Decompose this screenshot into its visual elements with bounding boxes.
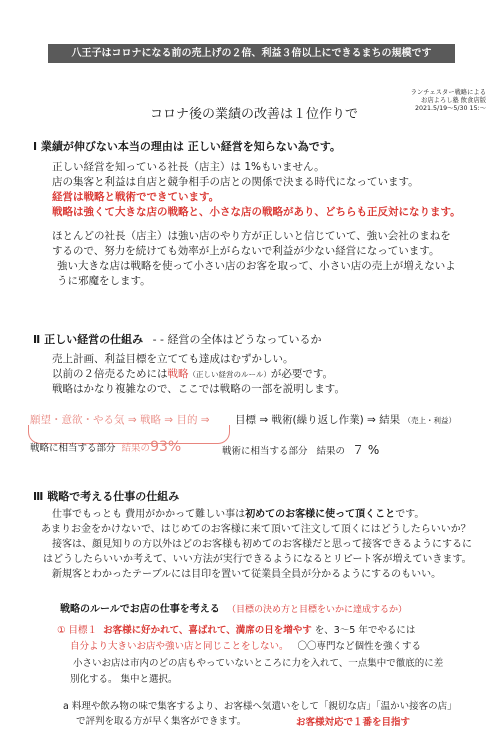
rules-heading xyxy=(60,600,407,615)
goal-label: ① 目標１ xyxy=(57,625,98,636)
section3-text: あまりお金をかけないで、はじめてのお客様に来て頂いて注文して頂くにはどうしたらいいか？ xyxy=(41,524,471,535)
tactics-share-pre: 結果の xyxy=(316,446,346,457)
strategy-keyword: 戦略 xyxy=(167,368,189,380)
section3-text: はどうしたらいいか考えて、いい方法が実行できるようになるとリピート客が増えていきます。 xyxy=(43,554,472,565)
section1-text: 店の集客と利益は自店と競争相手の店との関係で決まる時代になっています。 xyxy=(52,176,419,188)
section1-text: するので、努力を続けても効率が上がらないで利益が少ない経営になっています。 xyxy=(52,245,440,257)
header-banner: 八王子はコロナになる前の売上げの２倍、利益３倍以上にできるまちの規模です xyxy=(48,44,455,63)
section1-emphasis: 戦略は強くて大きな店の戦略と、小さな店の戦略があり、どちらも正反対になります。 xyxy=(52,206,461,218)
section3-text xyxy=(52,508,424,522)
section3-text-part: 仕事でもっとも 費用がかかって難しい事は xyxy=(52,509,246,520)
strategy-share-value: 93% xyxy=(150,439,182,455)
rules-heading-main: 戦略のルールでお店の仕事を考える xyxy=(60,604,220,615)
strategy-note: （正しい経営のルール） xyxy=(188,370,271,379)
goal-tail: を、3〜5 年でやるには xyxy=(314,625,416,636)
section1-emphasis: 経営は戦略と戦術でできています。 xyxy=(52,191,220,203)
tactics-share-value: ７ % xyxy=(352,443,380,457)
page-title: コロナ後の業績の改善は１位作りで xyxy=(150,107,359,122)
section3-text: 接客は、顔見知りの方以外はどのお客様も初めてのお客様だと思って接客できるようにするに xyxy=(52,539,472,550)
section2-heading-main: Ⅱ 正しい経営の仕組み xyxy=(33,333,144,346)
flow-tactics-main: 目標 ⇒ 戦術(繰り返し作業) ⇒ 結果 xyxy=(235,414,401,426)
section3-emphasis: 初めてのお客様に使って頂くこと xyxy=(245,509,396,520)
section1-text: 強い大きな店は戦略を使って小さい店のお客を取って、小さい店の売上が増えないよ xyxy=(57,260,456,272)
section2-heading-sub: - - 経営の全体はどうなっているか xyxy=(152,333,322,346)
strategy-share xyxy=(30,439,181,455)
section3-text-part: です。 xyxy=(395,509,425,520)
section2-text xyxy=(52,367,333,382)
strategy-share-label: 戦略に相当する部分 xyxy=(30,443,116,454)
side-note-line1: ランチェスター戦略による xyxy=(410,89,486,96)
goal-line xyxy=(57,622,415,636)
side-note-line2: お店よろし塾 飲食店版 xyxy=(421,97,486,104)
tactics-share xyxy=(222,441,379,458)
section2-text-part: が必要です。 xyxy=(270,368,334,380)
point-a-emphasis: お客様対応で１番を目指す xyxy=(296,717,411,728)
section1-text: うに邪魔をします。 xyxy=(57,275,151,287)
point-a-line: で評判を取る方が早く集客ができます。 xyxy=(76,716,247,727)
goal-text-line: 小さいお店は市内のどの店もやっていないところに力を入れて、一点集中で徹底的に差 xyxy=(73,658,444,669)
flow-tactics-note: （売上・利益） xyxy=(403,416,456,425)
section3-heading: Ⅲ 戦略で考える仕事の仕組み xyxy=(33,490,180,503)
flow-tactics xyxy=(235,412,456,427)
side-note-line3: 2021.5/19〜5/30 15:〜 xyxy=(414,105,486,112)
flow-strategy: 願望・意欲・やる気 ⇒ 戦略 ⇒ 目的 ⇒ xyxy=(30,414,210,426)
section3-text: 新規客とわかったテーブルには目印を置いて従業員全員が分かるようにするのもいい。 xyxy=(52,569,442,580)
rules-heading-note: （目標の決め方と目標をいかに達成するか） xyxy=(227,605,408,615)
point-a-line: a 料理や飲み物の味で集客するより、お客様へ気遣いをして「親切な店」「温かい接客の店」 xyxy=(63,701,457,712)
section2-heading xyxy=(33,331,322,347)
goal-text-line: 別化する。 集中と選択。 xyxy=(70,674,178,685)
section1-text: 正しい経営を知っている社長（店主）は 1%もいません。 xyxy=(52,161,325,173)
goal-text: お客様に好かれて、喜ばれて、満席の日を増やす xyxy=(103,625,312,636)
strategy-share-pre: 結果の xyxy=(121,443,151,454)
section1-text: ほとんどの社長（店主）は強い店のやり方が正しいと信じていて、強い会社のまねを xyxy=(52,230,451,242)
section2-text: 戦略はかなり複雑なので、ここでは戦略の一部を説明します。 xyxy=(52,383,345,395)
section2-text: 売上計画、利益目標を立てても達成はむずかしい。 xyxy=(52,353,294,365)
section2-text-part: 以前の２倍売るためには xyxy=(52,368,168,380)
goal-rule xyxy=(70,638,421,652)
section1-heading: Ⅰ 業績が伸びない本当の理由は 正しい経営を知らない為です。 xyxy=(33,140,341,153)
goal-red: 自分より大きいお店や強い店と同じことをしない。 xyxy=(70,641,289,652)
tactics-share-label: 戦術に相当する部分 xyxy=(222,446,308,457)
goal-red-tail: 〇〇専門など個性を強くする xyxy=(297,641,422,652)
